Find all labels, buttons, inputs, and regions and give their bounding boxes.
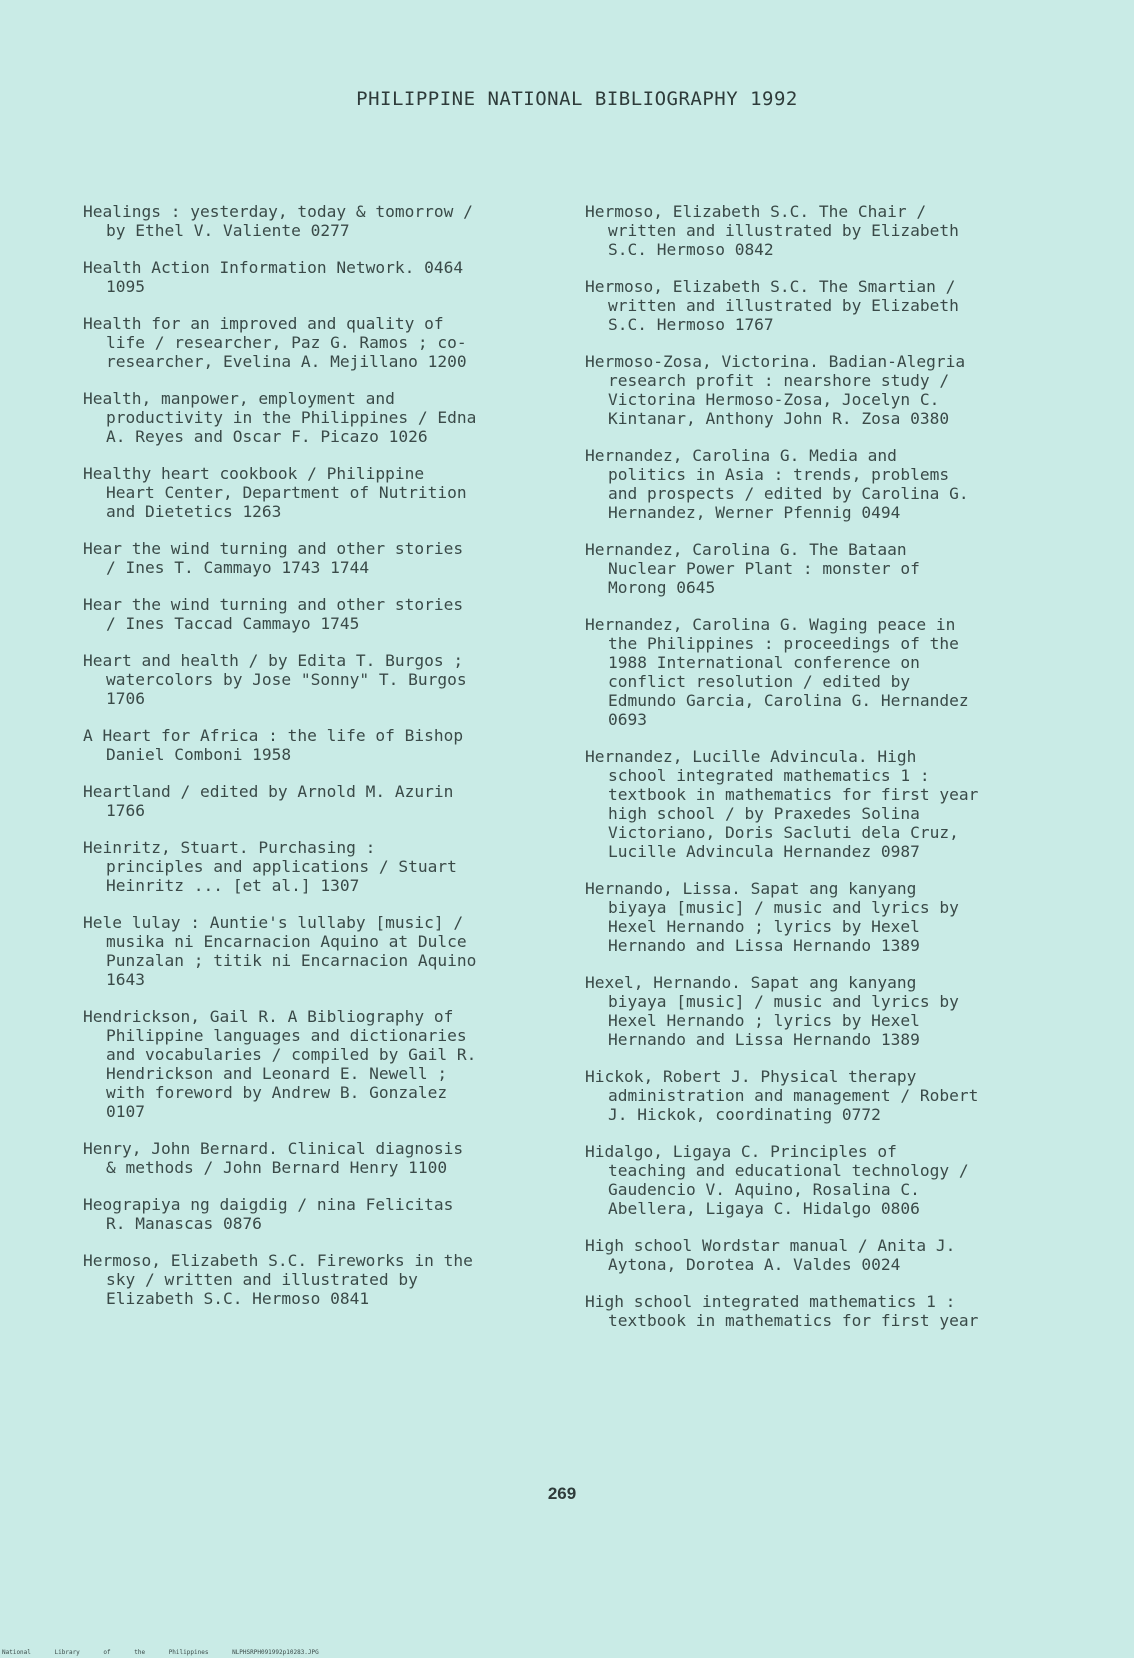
bibliography-entry: Hernandez, Lucille Advincula. High school integrated mathematics 1 : textbook in mathematics for first year high school / by Praxedes Solina Victoriano, Doris Sacluti dela Cruz, Lucille Advincula Hernandez 0987 [585,747,979,861]
bibliography-entry: Hexel, Hernando. Sapat ang kanyang biyaya [music] / music and lyrics by Hexel Hernando ; lyrics by Hexel Hernando and Lissa Hernando 1389 [585,973,959,1049]
bibliography-entry: Hermoso, Elizabeth S.C. Fireworks in the sky / written and illustrated by Elizabeth S.C. Hermoso 0841 [83,1251,473,1308]
bibliography-entry: Hendrickson, Gail R. A Bibliography of Philippine languages and dictionaries and vocabularies / compiled by Gail R. Hendrickson and Leonard E. Newell ; with foreword by Andrew B. Gonzalez 0107 [83,1007,477,1121]
bibliography-entry: Health for an improved and quality of life / researcher, Paz G. Ramos ; co- researcher, Evelina A. Mejillano 1200 [83,314,467,371]
bibliography-entry: Hermoso, Elizabeth S.C. The Smartian / written and illustrated by Elizabeth S.C. Hermoso 1767 [585,277,959,334]
bibliography-entry: Hernandez, Carolina G. Waging peace in the Philippines : proceedings of the 1988 International conference on conflict resolution / edited by Edmundo Garcia, Carolina G. Hernandez 0693 [585,615,969,729]
footer-file: NLPHSRPH091992p10283.JPG [232,1649,319,1656]
bibliography-entry: Hear the wind turning and other stories / Ines T. Cammayo 1743 1744 [83,539,464,577]
scan-footer [2,1649,319,1656]
bibliography-entry: High school Wordstar manual / Anita J. Aytona, Dorotea A. Valdes 0024 [585,1236,956,1274]
page-title: PHILIPPINE NATIONAL BIBLIOGRAPHY 1992 [356,88,798,110]
bibliography-entry: Hernandez, Carolina G. Media and politics in Asia : trends, problems and prospects / edited by Carolina G. Hernandez, Werner Pfennig 0494 [585,446,969,522]
bibliography-entry: Health, manpower, employment and productivity in the Philippines / Edna A. Reyes and Oscar F. Picazo 1026 [83,389,477,446]
bibliography-entry: Hermoso, Elizabeth S.C. The Chair / written and illustrated by Elizabeth S.C. Hermoso 0842 [585,202,959,259]
bibliography-entry: A Heart for Africa : the life of Bishop Daniel Comboni 1958 [83,726,464,764]
bibliography-entry: Henry, John Bernard. Clinical diagnosis & methods / John Bernard Henry 1100 [83,1139,464,1177]
bibliography-entry: Hermoso-Zosa, Victorina. Badian-Alegria research profit : nearshore study / Victorina Hermoso-Zosa, Jocelyn C. Kintanar, Anthony John R. Zosa 0380 [585,352,966,428]
bibliography-entry: Hidalgo, Ligaya C. Principles of teaching and educational technology / Gaudencio V. Aquino, Rosalina C. Abellera, Ligaya C. Hidalgo 0806 [585,1142,969,1218]
left-column [83,202,553,1326]
bibliography-entry: Hernandez, Carolina G. The Bataan Nuclear Power Plant : monster of Morong 0645 [585,540,920,597]
bibliography-entry: Hernando, Lissa. Sapat ang kanyang biyaya [music] / music and lyrics by Hexel Hernando ; lyrics by Hexel Hernando and Lissa Hernando 1389 [585,879,959,955]
bibliography-entry: Heinritz, Stuart. Purchasing : principles and applications / Stuart Heinritz ... [et al.] 1307 [83,838,457,895]
page-number: 269 [547,1484,577,1503]
bibliography-entry: Hele lulay : Auntie's lullaby [music] / musika ni Encarnacion Aquino at Dulce Punzalan ; titik ni Encarnacion Aquino 1643 [83,913,477,989]
bibliography-entry: High school integrated mathematics 1 : textbook in mathematics for first year [585,1292,979,1330]
bibliography-entry: Heart and health / by Edita T. Burgos ; watercolors by Jose "Sonny" T. Burgos 1706 [83,651,467,708]
bibliography-entry: Health Action Information Network. 0464 1095 [83,258,464,296]
bibliography-entry: Hear the wind turning and other stories / Ines Taccad Cammayo 1745 [83,595,464,633]
bibliography-entry: Hickok, Robert J. Physical therapy administration and management / Robert J. Hickok, coordinating 0772 [585,1067,979,1124]
bibliography-entry: Healthy heart cookbook / Philippine Heart Center, Department of Nutrition and Dietetics 1263 [83,464,467,521]
right-column [585,202,1055,1348]
bibliography-entry: Heartland / edited by Arnold M. Azurin 1766 [83,782,454,820]
footer-library: National Library of the Philippines [2,1649,209,1656]
bibliography-entry: Healings : yesterday, today & tomorrow / by Ethel V. Valiente 0277 [83,202,473,240]
bibliography-entry: Heograpiya ng daigdig / nina Felicitas R. Manascas 0876 [83,1195,454,1233]
